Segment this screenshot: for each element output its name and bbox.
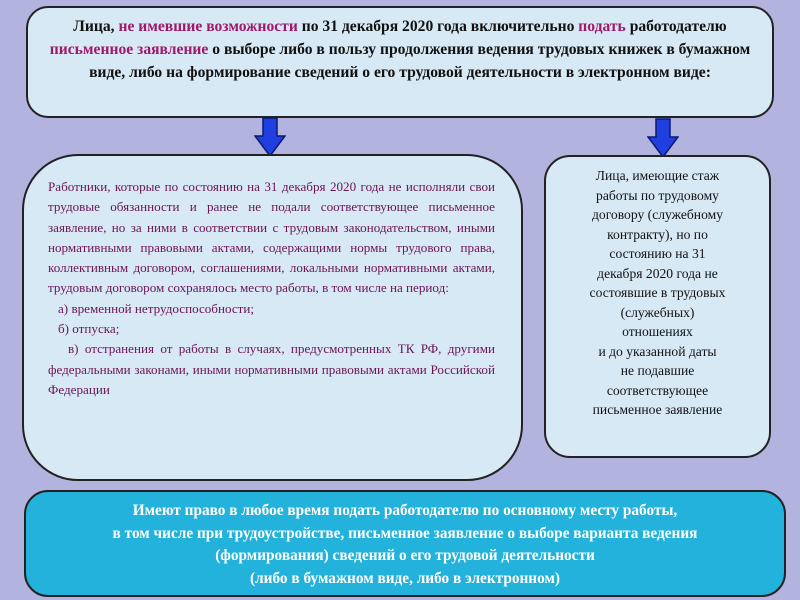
top-text-part-4: о выборе либо в пользу продолжения ведения трудовых книжек в бумажном виде, либо на формирование сведений о его трудовой деятельности в электронном виде:: [89, 41, 751, 81]
employees-description: Работники, которые по состоянию на 31 декабря 2020 года не исполняли свои трудовые обязанности и ранее не подали соответствующее письменное заявление, но за ними в соответствии с трудовым законодательством, иными нормативными правовыми актами, содержащими нормы трудового права, коллективным договором, соглашениями, локальными нормативными актами, трудовым договором сохранялось место работы, в том числе на период:: [48, 179, 495, 296]
down-arrow-right-icon: [647, 118, 679, 158]
rights-conclusion-box: [24, 490, 786, 597]
top-text-part-2: по 31 декабря 2020 года включительно: [297, 18, 579, 35]
right-line: состоявшие в трудовых: [589, 285, 726, 300]
right-line: (служебных): [620, 304, 695, 320]
right-line: Лица, имеющие стаж: [595, 168, 720, 183]
bottom-line: (либо в бумажном виде, либо в электронном): [249, 569, 560, 587]
top-condition-box: [26, 6, 774, 118]
right-line: отношениях: [622, 324, 693, 339]
persons-category-box: [544, 155, 771, 458]
bottom-line: Имеют право в любое время подать работодателю по основному месту работы,: [132, 502, 678, 519]
list-item-temporary-disability: а) временной нетрудоспособности;: [58, 300, 255, 316]
top-text-part-3: работодателю: [625, 18, 727, 35]
top-highlight-no-opportunity: не имевшие возможности: [118, 18, 298, 35]
right-line: соответствующее: [606, 382, 709, 398]
top-highlight-written-application: письменное заявление: [49, 41, 209, 58]
right-line: контракту), но по: [607, 226, 708, 242]
right-line: состоянию на 31: [609, 246, 706, 261]
right-line: декабря 2020 года не: [597, 265, 718, 281]
bottom-line: в том числе при трудоустройстве, письменное заявление о выборе варианта ведения: [112, 524, 698, 542]
list-item-vacation: б) отпуска;: [58, 321, 120, 337]
list-item-suspension: в) отстранения от работы в случаях, предусмотренных ТК РФ, другими федеральными законами, иными нормативными правовыми актами Российской Федерации: [48, 341, 495, 397]
right-line: и до указанной даты: [598, 343, 717, 359]
down-arrow-left-icon: [254, 117, 286, 157]
right-line: не подавшие: [620, 363, 695, 378]
right-line: письменное заявление: [592, 402, 723, 417]
right-line: работы по трудовому: [596, 187, 719, 203]
employees-category-box: [22, 154, 523, 481]
bottom-line: (формирования) сведений о его трудовой деятельности: [215, 547, 595, 564]
right-line: договору (служебному: [591, 207, 724, 222]
top-text-part-1: Лица,: [73, 18, 119, 35]
top-highlight-submit: подать: [578, 18, 626, 35]
